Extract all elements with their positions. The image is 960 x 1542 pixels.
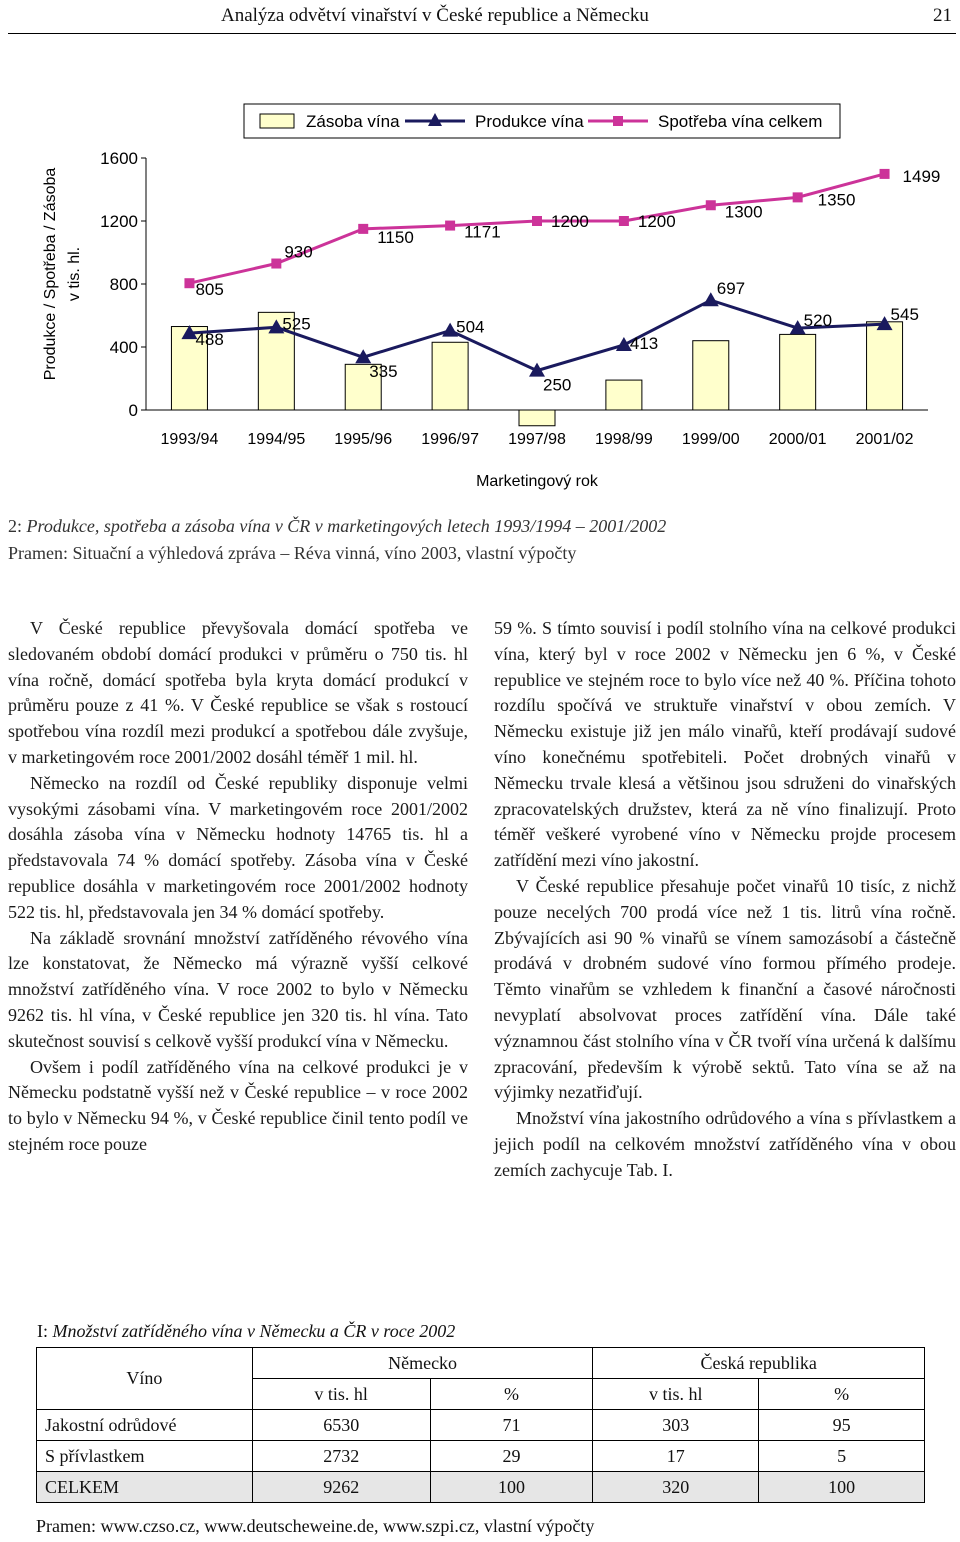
- figure-caption-text: Produkce, spotřeba a zásoba vína v ČR v marketingových letech 1993/1994 – 2001/2002: [26, 516, 667, 536]
- paragraph: Německo na rozdíl od České republiky disponuje velmi vysokými zásobami vína. V marketingovém roce 2001/2002 dosáhla zásoba vína v Německu hodnoty 14765 tis. hl a představovala 74 % domácí spotřeby. Zásoba vína v České republice dosáhla v marketingovém roce 2001/2002 hodnoty 522 tis. hl, představovala jen 34 % domácí spotřeby.: [8, 772, 468, 922]
- table-number: I:: [37, 1321, 48, 1341]
- y-tick-label: 1600: [100, 149, 138, 168]
- cell-cz-percent: 95: [759, 1410, 925, 1441]
- consumption-data-label: 1300: [724, 202, 763, 222]
- stock-bar: [606, 380, 642, 410]
- figure-source: Pramen: Situační a výhledová zpráva – Réva vinná, víno 2003, vlastní výpočty: [8, 543, 577, 563]
- x-tick-label: 1998/99: [594, 431, 653, 448]
- consumption-marker: [619, 216, 629, 226]
- cell-de-volume: 6530: [252, 1410, 430, 1441]
- legend-label: Zásoba vína: [306, 112, 400, 131]
- table-row: [37, 1441, 925, 1472]
- header-cz-percent: %: [759, 1379, 925, 1410]
- header-czech: Česká republika: [593, 1348, 925, 1379]
- table-caption-text: Množství zatříděného vína v Německu a ČR v roce 2002: [52, 1321, 456, 1341]
- stock-bar: [867, 322, 903, 410]
- stock-bar: [432, 342, 468, 410]
- cell-cz-volume: 17: [593, 1441, 759, 1472]
- chart: [0, 92, 960, 502]
- running-header: [8, 0, 956, 34]
- production-data-label: 335: [369, 362, 398, 382]
- header-germany: Německo: [252, 1348, 593, 1379]
- stock-bar: [693, 341, 729, 410]
- paragraph: Ovšem i podíl zatříděného vína na celkové produkci je v Německu podstatně vyšší než v České republice – v roce 2002 to bylo v Německu 94 %, v České republice činil tento podíl ve stejném roce pouze: [8, 1056, 468, 1154]
- running-title: Analýza odvětví vinařství v České republice a Německu: [221, 5, 649, 26]
- row-label: S přívlastkem: [37, 1441, 253, 1472]
- consumption-marker: [706, 200, 716, 210]
- y-axis-label-line: v tis. hl.: [66, 246, 83, 302]
- page-number: 21: [933, 5, 952, 26]
- x-tick-label: 1994/95: [247, 431, 306, 448]
- table-header-row: [37, 1348, 925, 1379]
- consumption-data-label: 805: [195, 280, 224, 300]
- figure-caption: [8, 513, 666, 567]
- cell-de-volume: 9262: [252, 1472, 430, 1503]
- x-tick-label: 1997/98: [508, 431, 566, 448]
- consumption-marker: [271, 259, 281, 269]
- stock-bar: [519, 410, 555, 426]
- consumption-marker: [358, 224, 368, 234]
- y-tick-label: 0: [128, 401, 138, 420]
- legend-label: Spotřeba vína celkem: [658, 112, 823, 131]
- legend-swatch-stock: [260, 114, 294, 128]
- cell-de-percent: 29: [430, 1441, 593, 1472]
- y-tick-label: 800: [109, 275, 138, 294]
- consumption-data-label: 1350: [817, 190, 856, 210]
- cell-de-volume: 2732: [252, 1441, 430, 1472]
- paragraph: V České republice převyšovala domácí spotřeba ve sledovaném období domácí produkci v průměru o 750 tis. hl vína ročně, domácí spotřeba byla kryta domácí produkcí v průměru pouze z 41 %. V České republice se však s rostoucí spotřebou vína rozdíl mezi produkcí a spotřebou dále zvyšuje, v marketingovém roce 2001/2002 dosáhl téměř 1 mil. hl.: [8, 618, 468, 767]
- consumption-data-label: 930: [284, 242, 313, 262]
- x-tick-label: 2000/01: [768, 431, 827, 448]
- paragraph: 59 %. S tímto souvisí i podíl stolního vína na celkové produkci vína, který byl v roce 2002 v Německu jen 6 %, v České republice ve stejném roce to bylo více než 40 %. Příčina tohoto rozdílu spočívá ve struktuře vinařství v obou zemích. V Německu existuje již jen málo vinařů, kteří prodávají sudové víno konečnému spotřebiteli. Počet drobných vinařů v Německu trvale klesá a většinou jsou sdruženi do vinařských zpracovatelských družstev, která za ně víno finalizují. Proto téměř veškeré vyrobené víno v Německu projde procesem zatřídění mezi víno jakostní.: [494, 618, 956, 871]
- x-tick-label: 1995/96: [334, 431, 393, 448]
- wine-table: [36, 1347, 925, 1503]
- cell-cz-percent: 5: [759, 1441, 925, 1472]
- consumption-data-label: 1150: [377, 227, 414, 247]
- table-caption: [37, 1318, 455, 1344]
- legend-marker-square: [613, 116, 623, 126]
- y-tick-label: 1200: [100, 212, 138, 231]
- production-data-label: 697: [716, 279, 746, 299]
- consumption-marker: [184, 278, 194, 288]
- header-cz-volume: v tis. hl: [593, 1379, 759, 1410]
- x-tick-label: 1999/00: [681, 431, 740, 448]
- production-data-label: 520: [803, 311, 833, 331]
- production-data-label: 525: [282, 314, 311, 334]
- production-data-label: 545: [890, 305, 919, 325]
- consumption-marker: [793, 192, 803, 202]
- table-source: Pramen: www.czso.cz, www.deutscheweine.de, www.szpi.cz, vlastní výpočty: [36, 1516, 595, 1536]
- table-corner-header: Víno: [37, 1348, 253, 1410]
- consumption-marker: [880, 169, 890, 179]
- paragraph: Na základě srovnání množství zatříděného révového vína lze konstatovat, že Německo má výrazně vyšší celkové množství zatříděného vína. V roce 2002 to bylo v Německu 9262 tis. hl vína, v České republice jen 320 tis. hl vína. Tato skutečnost souvisí s celkově vyšší produkcí vína v Německu.: [8, 927, 468, 1051]
- cell-de-percent: 71: [430, 1410, 593, 1441]
- chart-legend: [244, 104, 840, 138]
- consumption-data-label: 1200: [551, 212, 589, 231]
- consumption-marker: [445, 221, 455, 231]
- production-data-label: 250: [543, 375, 572, 395]
- stock-bar: [780, 334, 816, 410]
- row-label: CELKEM: [37, 1472, 253, 1503]
- x-tick-label: 2001/02: [855, 431, 914, 448]
- y-tick-label: 400: [109, 338, 138, 357]
- header-de-volume: v tis. hl: [252, 1379, 430, 1410]
- cell-de-percent: 100: [430, 1472, 593, 1503]
- consumption-marker: [532, 216, 542, 226]
- consumption-data-label: 1499: [902, 166, 941, 186]
- y-axis-label: [42, 168, 83, 381]
- consumption-data-label: 1200: [637, 212, 676, 231]
- production-data-label: 488: [195, 330, 224, 350]
- x-tick-label: 1993/94: [160, 431, 219, 448]
- paragraph: Množství vína jakostního odrůdového a vína s přívlastkem a jejich podíl na celkovém množství zatříděného vína v obou zemích zachycuje Tab. I.: [494, 1108, 956, 1180]
- text-column-left: [8, 616, 468, 1158]
- consumption-line: [189, 174, 884, 283]
- cell-cz-volume: 320: [593, 1472, 759, 1503]
- production-data-label: 504: [456, 317, 485, 337]
- text-column-right: [494, 616, 956, 1184]
- x-axis-label: Marketingový rok: [476, 473, 598, 490]
- paragraph: V České republice přesahuje počet vinařů 10 tisíc, z nichž pouze necelých 700 prodá více než 1 tis. litrů vína ročně. Zbývajících asi 90 % vinařů se vínem samozásobí a částečně prodává v drobném sudové víno formou přímého prodeje. Těmto vinařům se vzhledem k finanční a časové náročnosti nevyplatí absolvovat proces zatřídění vína. Dále také významnou část stolního vína v ČR tvoří vína určená k dalšímu zpracování, především k výrobě sektů. Tato vína se až na výjimky nezatřiďují.: [494, 875, 956, 1103]
- cell-cz-volume: 303: [593, 1410, 759, 1441]
- table-row: [37, 1410, 925, 1441]
- production-data-label: 413: [629, 333, 659, 353]
- header-de-percent: %: [430, 1379, 593, 1410]
- row-label: Jakostní odrůdové: [37, 1410, 253, 1441]
- x-tick-label: 1996/97: [421, 431, 480, 448]
- figure-number: 2:: [8, 516, 23, 536]
- table-row-total: [37, 1472, 925, 1503]
- consumption-data-label: 1171: [464, 222, 501, 242]
- legend-label: Produkce vína: [475, 112, 584, 131]
- y-axis-label-line: Produkce / Spotřeba / Zásoba: [42, 167, 59, 381]
- cell-cz-percent: 100: [759, 1472, 925, 1503]
